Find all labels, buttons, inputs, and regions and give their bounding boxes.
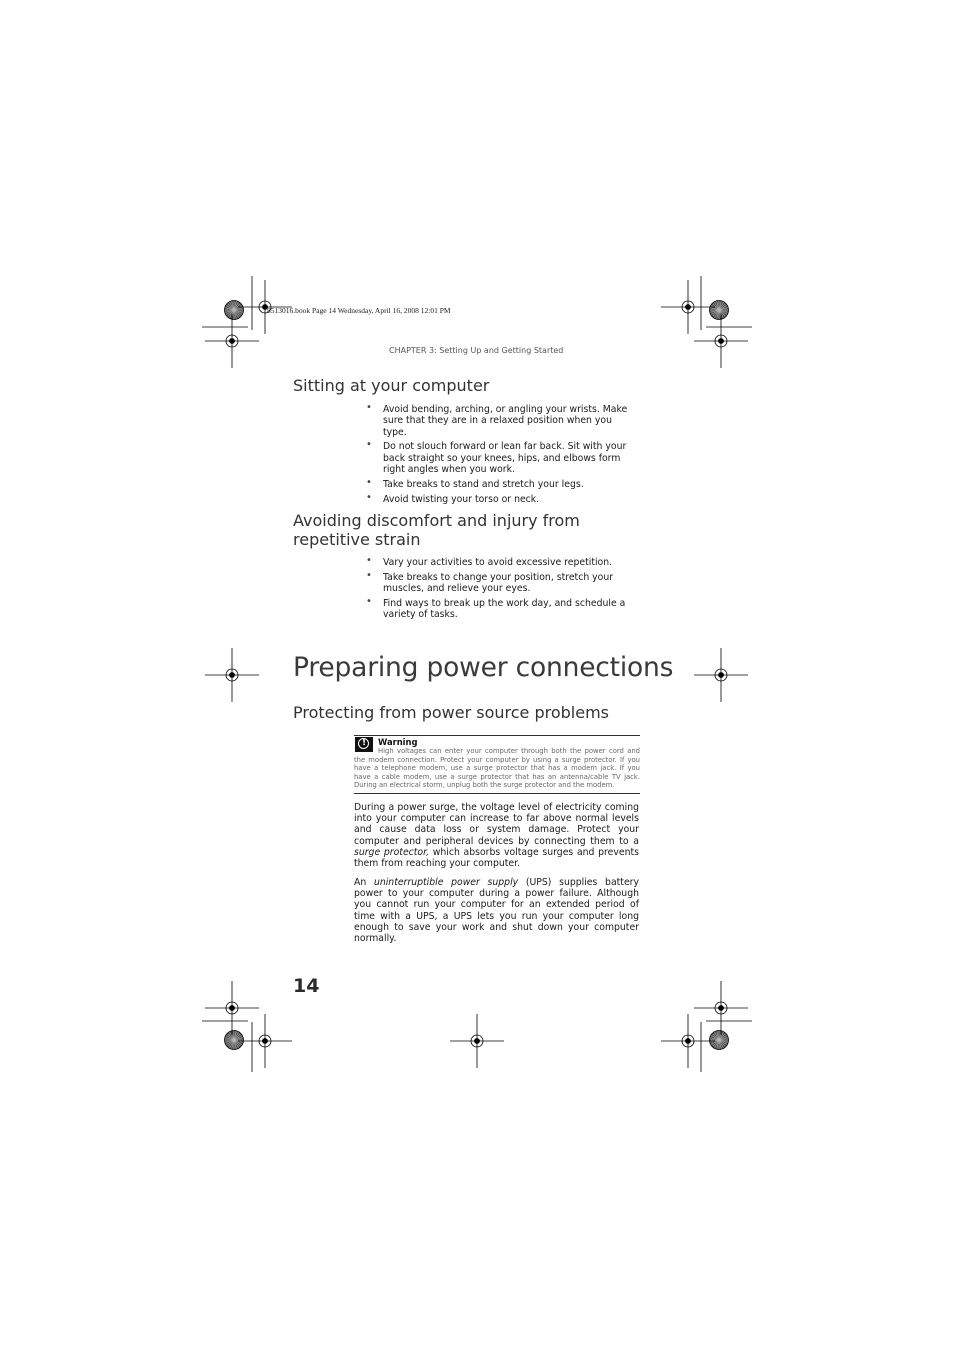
registration-mark-icon xyxy=(205,648,259,702)
list-item: • Find ways to break up the work day, and schedule a variety of tasks. xyxy=(366,595,626,621)
bullet-icon: • xyxy=(366,491,372,503)
list-item: • Avoid bending, arching, or angling your wrists. Make sure that they are in a relaxed position when you type. xyxy=(366,402,628,438)
warning-box xyxy=(354,735,640,794)
registration-mark-icon xyxy=(694,981,748,1035)
registration-mark-icon xyxy=(205,314,259,368)
bullet-icon: • xyxy=(366,569,372,581)
list-item: • Take breaks to change your position, stretch your muscles, and relieve your eyes. xyxy=(366,569,614,595)
section-heading-sitting: Sitting at your computer xyxy=(293,376,490,395)
list-item: • Avoid twisting your torso or neck. xyxy=(366,491,540,505)
list-item: • Take breaks to stand and stretch your legs. xyxy=(366,476,584,490)
color-target-icon xyxy=(710,1031,729,1050)
registration-mark-icon xyxy=(450,1014,504,1068)
page-number: 14 xyxy=(293,975,320,997)
registration-mark-icon xyxy=(238,1014,292,1068)
list-item: • Vary your activities to avoid excessive repetition. xyxy=(366,555,613,568)
surge-protector-term: surge protector, xyxy=(354,846,430,858)
print-slug: 8513016.book Page 14 Wednesday, April 16, 2008 12:01 PM xyxy=(267,306,451,315)
bullet-icon: • xyxy=(366,595,372,607)
color-target-icon xyxy=(225,1031,244,1050)
subheading-power-problems: Protecting from power source problems xyxy=(293,703,610,722)
ups-paragraph: An uninterruptible power supply (UPS) supplies battery power to your computer during a power failure. Although you cannot run your computer for an extended period of time with a UPS, a UPS lets you run your computer long enough to save your work and shut down your computer normally. xyxy=(354,877,639,945)
bullet-icon: • xyxy=(366,439,372,451)
sitting-bullet-list xyxy=(366,404,628,508)
strain-bullet-list xyxy=(366,557,628,624)
bullet-icon: • xyxy=(366,555,372,566)
color-target-icon xyxy=(225,301,244,320)
surge-paragraph: During a power surge, the voltage level of electricity coming into your computer can increase to far above normal levels and cause data loss or system damage. Protect your computer and peripheral devices by connecting them to a surge protector, which absorbs voltage surges and prevents them from reaching your computer. xyxy=(354,802,639,870)
running-header: CHAPTER 3: Setting Up and Getting Started xyxy=(389,346,564,355)
registration-mark-icon xyxy=(694,648,748,702)
list-item: • Do not slouch forward or lean far back. Sit with your back straight so your knees, hips, and elbows form right angles when you work. xyxy=(366,439,627,475)
registration-mark-icon xyxy=(694,314,748,368)
registration-mark-icon xyxy=(661,1014,715,1068)
registration-mark-icon xyxy=(661,280,715,334)
warning-title: Warning xyxy=(378,737,418,747)
bullet-icon: • xyxy=(366,476,372,488)
warning-icon: ! xyxy=(355,737,373,752)
section-heading-repetitive-strain: Avoiding discomfort and injury from repetitive strain xyxy=(293,511,580,549)
warning-text: High voltages can enter your computer through both the power cord and the modem connection. Protect your computer by using a surge protector. If you have a telephone modem, use a surge protector that has a modem jack. If you have a cable modem, use a surge protector that has an antenna/cable TV jack. During an electrical storm, unplug both the surge protector and the modem. xyxy=(354,747,640,790)
ups-term: uninterruptible power supply xyxy=(373,877,519,888)
bullet-icon: • xyxy=(366,402,372,413)
main-heading: Preparing power connections xyxy=(293,652,674,683)
registration-mark-icon xyxy=(205,981,259,1035)
color-target-icon xyxy=(710,301,729,320)
